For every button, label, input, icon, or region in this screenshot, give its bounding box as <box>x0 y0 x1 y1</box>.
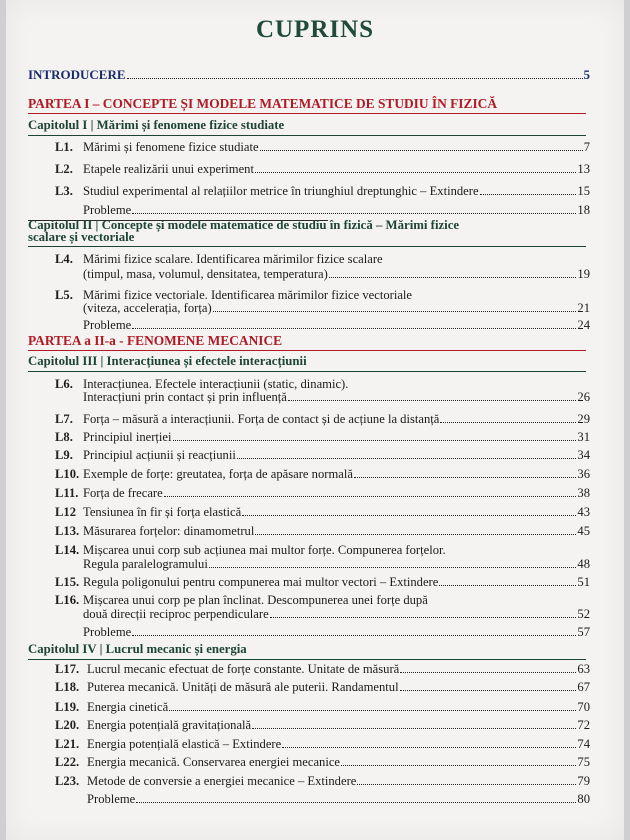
lesson-title: Mișcarea unui corp sub acțiunea mai multor forțe. Compunerea forțelor. <box>83 543 446 557</box>
dot-leader <box>440 422 576 423</box>
dot-leader <box>255 534 576 535</box>
lesson-title-cont: Regula paralelogramului <box>83 557 208 571</box>
lesson-title: Forța – măsură a interacțiunii. Forța de contact și de acțiune la distanță <box>83 412 440 426</box>
lesson-code: L18. <box>55 680 80 694</box>
dot-leader <box>164 496 577 497</box>
dot-leader <box>439 585 576 586</box>
lesson-code: L21. <box>55 737 80 751</box>
lesson-title: Energia mecanică. Conservarea energiei mecanice <box>87 755 341 769</box>
dot-leader <box>213 311 577 312</box>
lesson-page: 79 <box>577 774 590 788</box>
lesson-code: L13. <box>55 524 80 538</box>
lesson-page: 48 <box>577 557 590 571</box>
dot-leader <box>127 78 583 79</box>
lesson-page: 70 <box>577 700 590 714</box>
part-heading-1: PARTEA I – CONCEPTE ȘI MODELE MATEMATICE DE STUDIU ÎN FIZICĂ <box>28 96 498 111</box>
problems-page: 24 <box>577 318 590 332</box>
lesson-code: L7. <box>55 412 73 426</box>
toc-entry-l16 <box>83 607 590 621</box>
problems-page: 18 <box>577 203 590 217</box>
lesson-page: 74 <box>577 737 590 751</box>
lesson-title: Principiul inerției <box>83 430 172 444</box>
dot-leader <box>237 458 577 459</box>
lesson-title: Mișcarea unui corp pe plan înclinat. Descompunerea unei forțe după <box>83 593 428 607</box>
chapter-underline <box>28 659 586 660</box>
part-underline <box>28 113 586 114</box>
lesson-title: Lucrul mecanic efectuat de forțe constante. Unitate de măsură <box>87 662 400 676</box>
lesson-page: 36 <box>577 467 590 481</box>
chapter-heading-1: Capitolul I | Mărimi și fenomene fizice studiate <box>28 118 285 132</box>
lesson-title: Mărimi fizice scalare. Identificarea mărimilor fizice scalare <box>83 252 383 266</box>
lesson-title-cont: Interacțiuni prin contact și prin influență <box>83 390 287 404</box>
lesson-page: 38 <box>577 486 590 500</box>
chapter-heading-3: Capitolul III | Interacțiunea și efectele interacțiunii <box>28 354 307 368</box>
lesson-code: L6. <box>55 377 73 391</box>
lesson-title-cont: (viteza, accelerația, forța) <box>83 301 212 315</box>
chapter-heading-2-line2: scalare și vectoriale <box>28 230 135 244</box>
lesson-title: Energia potențială gravitațională <box>87 718 252 732</box>
toc-entry-probleme-3 <box>83 625 590 639</box>
toc-entry-l23 <box>55 774 590 788</box>
lesson-page: 67 <box>577 680 590 694</box>
lesson-page: 75 <box>577 755 590 769</box>
part-heading-2: PARTEA a II-a - FENOMENE MECANICE <box>28 333 283 348</box>
lesson-title: Principiul acțiunii și reacțiunii <box>83 448 236 462</box>
toc-entry-l10 <box>55 467 590 481</box>
lesson-page: 34 <box>577 448 590 462</box>
problems-label: Probleme <box>83 625 132 639</box>
dot-leader <box>242 515 576 516</box>
toc-entry-l5 <box>83 301 590 315</box>
problems-page: 80 <box>577 792 590 806</box>
dot-leader <box>252 728 576 729</box>
lesson-title: Mărimi și fenomene fizice studiate <box>83 140 259 154</box>
lesson-code: L15. <box>55 575 80 589</box>
lesson-page: 19 <box>577 267 590 281</box>
chapter-heading-4: Capitolul IV | Lucrul mecanic și energia <box>28 642 247 656</box>
dot-leader <box>255 172 576 173</box>
dot-leader <box>400 672 576 673</box>
dot-leader <box>282 747 576 748</box>
toc-entry-l9 <box>55 448 590 462</box>
dot-leader <box>260 150 583 151</box>
toc-entry-probleme-4 <box>87 792 590 806</box>
lesson-page: 15 <box>577 184 590 198</box>
dot-leader <box>173 440 577 441</box>
lesson-title: Interacțiunea. Efectele interacțiunii (static, dinamic). <box>83 377 349 391</box>
toc-entry-l3 <box>55 184 590 198</box>
lesson-code: L1. <box>55 140 73 154</box>
toc-entry-l18 <box>55 680 590 694</box>
lesson-title-cont: (timpul, masa, volumul, densitatea, temperatura) <box>83 267 328 281</box>
problems-label: Probleme <box>83 203 132 217</box>
toc-entry-l20 <box>55 718 590 732</box>
lesson-code: L4. <box>55 252 73 266</box>
lesson-title: Studiul experimental al relațiilor metrice în triunghiul dreptunghic – Extindere <box>83 184 479 198</box>
toc-entry-l1 <box>55 140 590 154</box>
lesson-code: L10. <box>55 467 80 481</box>
lesson-page: 29 <box>577 412 590 426</box>
dot-leader <box>480 194 577 195</box>
lesson-page: 43 <box>577 505 590 519</box>
lesson-title-cont: două direcții reciproc perpendiculare <box>83 607 269 621</box>
toc-entry-l22 <box>55 755 590 769</box>
problems-label: Probleme <box>83 318 132 332</box>
dot-leader <box>329 277 577 278</box>
lesson-page: 52 <box>577 607 590 621</box>
toc-entry-probleme-2 <box>83 318 590 332</box>
toc-entry-l8 <box>55 430 590 444</box>
lesson-page: 13 <box>577 162 590 176</box>
toc-entry-l4-line1 <box>55 252 383 267</box>
toc-entry-l19 <box>55 700 590 714</box>
lesson-title: Exemple de forțe: greutatea, forța de apăsare normală <box>83 467 353 481</box>
lesson-title: Energia cinetică <box>87 700 169 714</box>
lesson-page: 51 <box>577 575 590 589</box>
lesson-page: 31 <box>577 430 590 444</box>
toc-entry-l14-line1 <box>55 543 446 558</box>
lesson-code: L19. <box>55 700 80 714</box>
lesson-code: L5. <box>55 288 73 302</box>
toc-entry-probleme-1 <box>83 203 590 217</box>
lesson-code: L16. <box>55 593 80 607</box>
dot-leader <box>400 690 577 691</box>
toc-entry-l17 <box>55 662 590 676</box>
toc-entry-l2 <box>55 162 590 176</box>
lesson-code: L11. <box>55 486 79 500</box>
lesson-title: Tensiunea în fir și forța elastică <box>83 505 242 519</box>
toc-entry-label: INTRODUCERE <box>28 68 126 82</box>
dot-leader <box>341 765 576 766</box>
lesson-title: Mărimi fizice vectoriale. Identificarea mărimilor fizice vectoriale <box>83 288 413 302</box>
page-title: CUPRINS <box>255 16 375 43</box>
chapter-underline <box>28 135 586 136</box>
lesson-code: L14. <box>55 543 80 557</box>
problems-page: 57 <box>577 625 590 639</box>
toc-entry-l12 <box>55 505 590 519</box>
lesson-title: Măsurarea forțelor: dinamometrul <box>83 524 255 538</box>
lesson-title: Energia potențială elastică – Extindere <box>87 737 282 751</box>
part-underline <box>28 350 586 351</box>
dot-leader <box>169 710 576 711</box>
problems-label: Probleme <box>87 792 136 806</box>
chapter-underline <box>28 246 586 247</box>
chapter-heading-2-line1: Capitolul II | Concepte și modele matematice de studiu în fizică – Mărimi fizice <box>28 218 460 232</box>
toc-entry-l13 <box>55 524 590 538</box>
lesson-page: 7 <box>583 140 590 154</box>
lesson-code: L3. <box>55 184 73 198</box>
lesson-page: 26 <box>577 390 590 404</box>
chapter-underline <box>28 371 586 372</box>
dot-leader <box>132 328 576 329</box>
lesson-code: L8. <box>55 430 73 444</box>
toc-entry-l4 <box>83 267 590 281</box>
toc-entry-introducere <box>28 68 590 82</box>
lesson-code: L22. <box>55 755 80 769</box>
lesson-code: L9. <box>55 448 73 462</box>
toc-entry-l21 <box>55 737 590 751</box>
lesson-code: L12 <box>55 505 76 519</box>
dot-leader <box>132 213 576 214</box>
lesson-code: L23. <box>55 774 80 788</box>
dot-leader <box>288 400 577 401</box>
lesson-page: 72 <box>577 718 590 732</box>
toc-entry-l15 <box>55 575 590 589</box>
lesson-page: 63 <box>577 662 590 676</box>
lesson-title: Regula poligonului pentru compunerea mai multor vectori – Extindere <box>83 575 439 589</box>
toc-entry-l7 <box>55 412 590 426</box>
lesson-title: Metode de conversie a energiei mecanice – Extindere <box>87 774 357 788</box>
lesson-page: 45 <box>577 524 590 538</box>
dot-leader <box>132 635 576 636</box>
dot-leader <box>354 477 576 478</box>
lesson-page: 21 <box>577 301 590 315</box>
toc-entry-page: 5 <box>583 67 590 82</box>
dot-leader <box>209 567 577 568</box>
lesson-code: L20. <box>55 718 80 732</box>
lesson-title: Forța de frecare <box>83 486 163 500</box>
dot-leader <box>136 802 576 803</box>
lesson-code: L2. <box>55 162 73 176</box>
toc-entry-l16-line1 <box>55 593 428 608</box>
dot-leader <box>357 784 576 785</box>
toc-entry-l11 <box>55 486 590 500</box>
dot-leader <box>270 617 577 618</box>
lesson-title: Etapele realizării unui experiment <box>83 162 254 176</box>
lesson-code: L17. <box>55 662 80 676</box>
toc-entry-l14 <box>83 557 590 571</box>
toc-entry-l6 <box>83 390 590 404</box>
lesson-title: Puterea mecanică. Unități de măsură ale puterii. Randamentul <box>87 680 399 694</box>
